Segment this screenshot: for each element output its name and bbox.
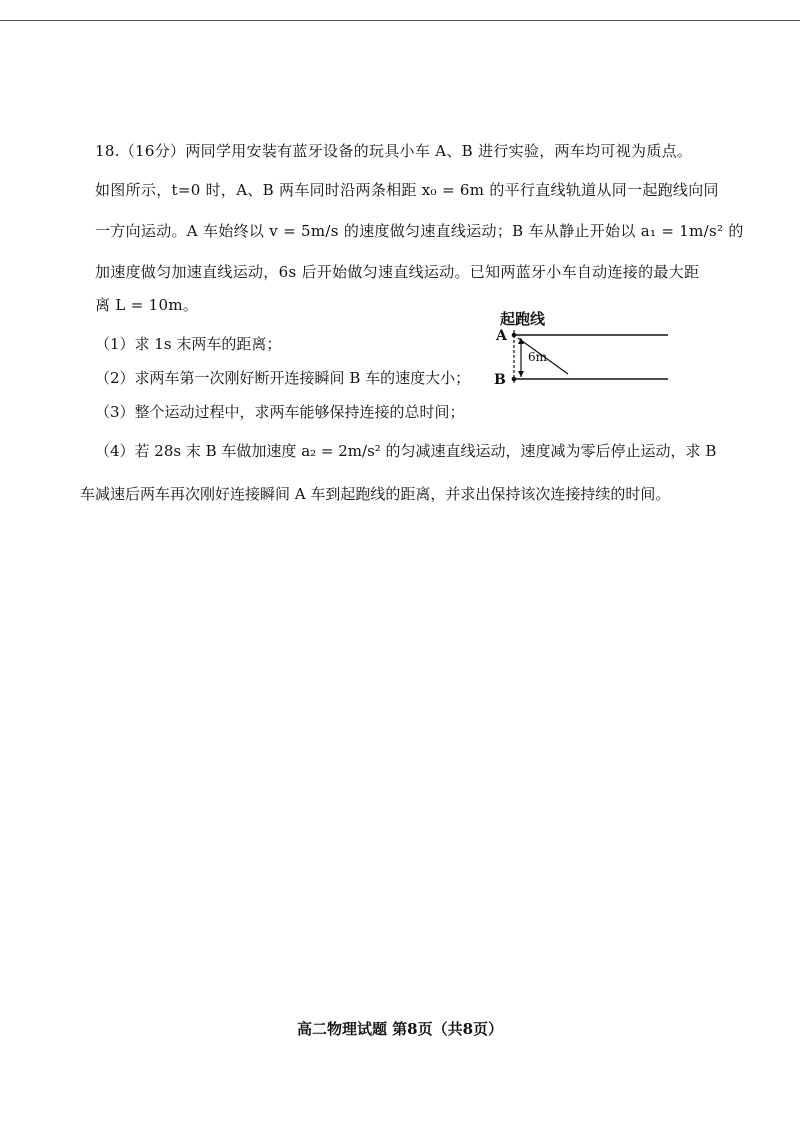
page-footer: 高二物理试题 第8页（共8页） [296,1020,504,1038]
label-a: A [496,328,507,344]
stem-line-4: 加速度做匀加速直线运动，6s 后开始做匀速直线运动。已知两蓝牙小车自动连接的最大距 [95,263,700,281]
sub-question-3: （3）整个运动过程中，求两车能够保持连接的总时间； [95,403,465,421]
page-top-rule [0,20,800,21]
sub-question-4: （4）若 28s 末 B 车做加速度 a₂ = 2m/s² 的匀减速直线运动，速度减为零后停止运动，求 B [95,442,717,460]
sub-question-1: （1）求 1s 末两车的距离； [95,335,282,353]
car-b-dot [512,377,517,382]
stem-line-5: 离 L = 10m。 [95,296,199,314]
stem-line-3: 一方向运动。A 车始终以 v = 5m/s 的速度做匀速直线运动；B 车从静止开始以 a₁ = 1m/s² 的 [95,222,744,240]
label-b: B [494,372,506,388]
start-line-label: 起跑线 [500,310,546,328]
distance-arrow-head-down [518,371,524,377]
sub-question-4-continued: 车减速后两车再次刚好连接瞬间 A 车到起跑线的距离，并求出保持该次连接持续的时间。 [80,485,671,503]
stem-line-1: 18.（16分）两同学用安装有蓝牙设备的玩具小车 A、B 进行实验，两车均可视为质点。 [95,142,693,160]
car-a-dot [512,333,517,338]
distance-label: 6m [528,350,548,364]
stem-line-2: 如图所示，t=0 时，A、B 两车同时沿两条相距 x₀ = 6m 的平行直线轨道从同一起跑线向同 [95,181,719,199]
track-diagram [488,308,678,390]
sub-question-2: （2）求两车第一次刚好断开连接瞬间 B 车的速度大小； [95,369,471,387]
